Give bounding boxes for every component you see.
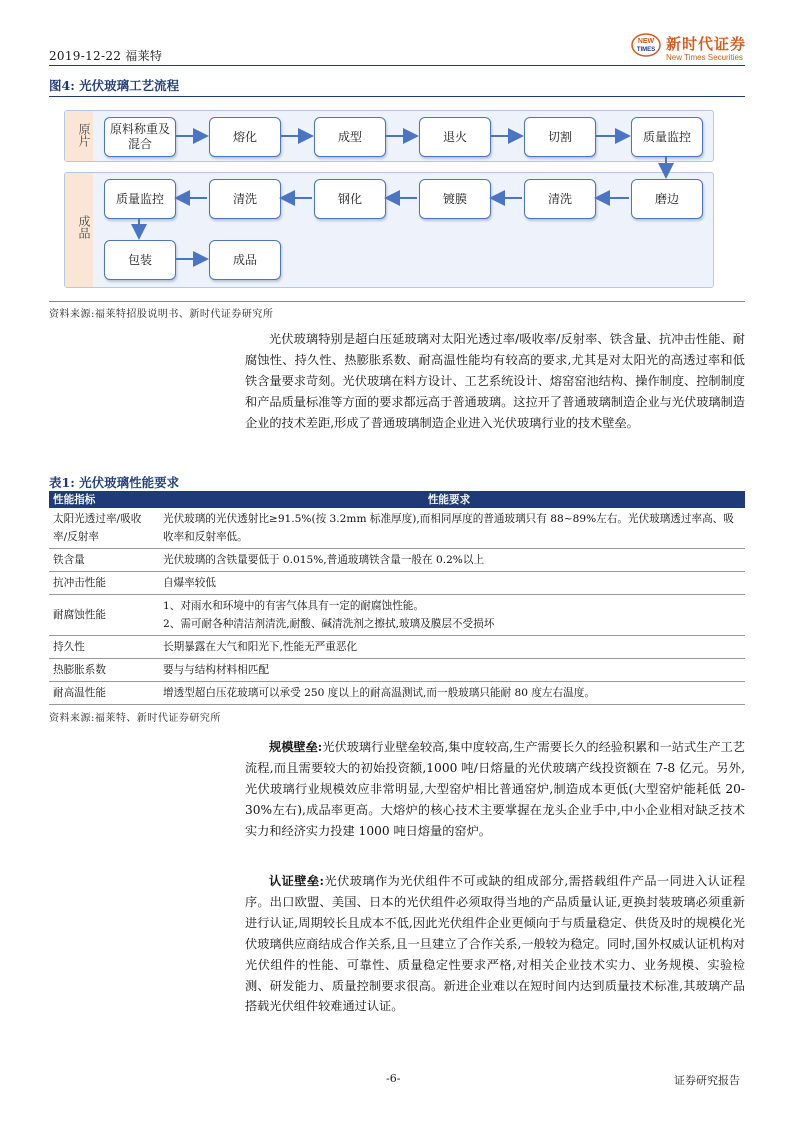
table-title: 表1: 光伏玻璃性能要求 — [49, 475, 180, 490]
process-step: 清洗 — [209, 179, 281, 219]
table-cell-req: 增透型超白压花玻璃可以承受 250 度以上的耐高温测试,而一般玻璃只能耐 80 度左右温度。 — [153, 682, 745, 705]
figure-title: 图4: 光伏玻璃工艺流程 — [49, 78, 180, 93]
brand-name-en: New Times Securities — [666, 53, 743, 62]
table-row — [49, 636, 745, 659]
svg-text:TIMES: TIMES — [636, 47, 656, 53]
cert-barrier-text: 光伏玻璃作为光伏组件不可或缺的组成部分,需搭载组件产品一同进入认证程序。出口欧盟、美国、日本的光伏组件必须取得当地的产品质量认证,更换封装玻璃必须重新进行认证,周期较长且成本不低,因此光伏组件企业更倾向于与质量稳定、供货及时的规模化光伏玻璃供应商结成合作关系,且一旦建立了合作关系,一般较为稳定。同时,国外权威认证机构对光伏组件的性能、可靠性、质量稳定性要求严格,对相关企业技术实力、业务规模、实验检测、研发能力、质量控制要求很高。新进企业难以在短时间内达到质量技术标准,其玻璃产品搭载光伏组件较难通过认证。 — [245, 874, 746, 1014]
footer-report-label: 证券研究报告 — [674, 1074, 740, 1087]
table-header-row — [49, 491, 745, 508]
flow-arrows — [0, 0, 793, 300]
table-cell-name: 热膨胀系数 — [49, 659, 153, 682]
performance-table — [49, 491, 745, 705]
table-cell-name: 抗冲击性能 — [49, 572, 153, 595]
table-cell-name: 耐高温性能 — [49, 682, 153, 705]
table-cell-line: 2、需可耐各种清洁剂清洗,耐酸、碱清洗剂之擦拭,玻璃及膜层不受损坏 — [163, 618, 495, 630]
process-step: 钢化 — [314, 179, 386, 219]
table-row — [49, 549, 745, 572]
scale-barrier-paragraph — [245, 737, 745, 842]
table-row — [49, 572, 745, 595]
table-header-cell: 性能指标 — [49, 491, 153, 508]
process-step: 切割 — [524, 117, 596, 157]
process-step: 质量监控 — [631, 117, 703, 157]
table-header-cell: 性能要求 — [153, 491, 745, 508]
table-row — [49, 659, 745, 682]
process-step: 磨边 — [631, 179, 703, 219]
table-cell-name: 铁含量 — [49, 549, 153, 572]
table-cell-req — [153, 595, 745, 636]
figure-source: 资料来源:福莱特招股说明书、新时代证券研究所 — [49, 309, 274, 320]
process-step: 退火 — [419, 117, 491, 157]
band-label-raw: 原片 — [77, 123, 91, 147]
cert-barrier-lead: 认证壁垒: — [269, 874, 325, 888]
process-step: 质量监控 — [104, 179, 176, 219]
table-row — [49, 595, 745, 636]
table-cell-name: 耐腐蚀性能 — [49, 595, 153, 636]
process-step: 原料称重及混合 — [104, 117, 176, 157]
page-number: -6- — [386, 1072, 401, 1085]
cert-barrier-paragraph — [245, 871, 745, 1017]
table-row — [49, 682, 745, 705]
table-cell-name: 持久性 — [49, 636, 153, 659]
process-step: 成品 — [209, 240, 281, 280]
table-cell-req: 光伏玻璃的含铁量要低于 0.015%,普通玻璃铁含量一般在 0.2%以上 — [153, 549, 745, 572]
table-cell-req: 要与与结构材料相匹配 — [153, 659, 745, 682]
table-cell-line: 1、对雨水和环境中的有害气体具有一定的耐腐蚀性能。 — [163, 600, 424, 612]
table-cell-req: 自爆率较低 — [153, 572, 745, 595]
table-cell-name: 太阳光透过率/吸收率/反射率 — [49, 508, 153, 549]
table-cell-req: 光伏玻璃的光伏透射比≥91.5%(按 3.2mm 标准厚度),而相同厚度的普通玻璃只有 88~89%左右。光伏玻璃透过率高、吸收率和反射率低。 — [153, 508, 745, 549]
header-date-company: 2019-12-22 福莱特 — [49, 49, 163, 63]
process-step: 成型 — [314, 117, 386, 157]
table-cell-req: 长期暴露在大气和阳光下,性能无严重恶化 — [153, 636, 745, 659]
scale-barrier-lead: 规模壁垒: — [269, 740, 323, 754]
paragraph-text: 光伏玻璃特别是超白压延玻璃对太阳光透过率/吸收率/反射率、铁含量、抗冲击性能、耐腐蚀性、持久性、热膨胀系数、耐高温性能均有较高的要求,尤其是对太阳光的高透过率和低铁含量要求苛刻。光伏玻璃在料方设计、工艺系统设计、熔窑窑池结构、操作制度、控制制度和产品质量标准等方面的要求都远高于普通玻璃。这拉开了普通玻璃制造企业与光伏玻璃制造企业的技术差距,形成了普通玻璃制造企业进入光伏玻璃行业的技术壁垒。 — [245, 332, 745, 430]
table-row — [49, 508, 745, 549]
process-step: 熔化 — [209, 117, 281, 157]
process-step: 包装 — [104, 240, 176, 280]
body-paragraph — [245, 329, 745, 434]
scale-barrier-text: 光伏玻璃行业壁垒较高,集中度较高,生产需要长久的经验积累和一站式生产工艺流程,而且需要较大的初始投资额,1000 吨/日熔量的光伏玻璃产线投资额在 7-8 亿元。另外,光伏玻璃行业规模效应非常明显,大型窑炉相比普通窑炉,制造成本更低(大型窑炉能耗低 20-30%左右),成品率更高。大熔炉的核心技术主要掌握在龙头企业手中,中小企业相对缺乏技术实力和经济实力投建 1000 吨日熔量的窑炉。 — [245, 740, 745, 838]
brand-name-cn: 新时代证券 — [666, 35, 747, 53]
table-source: 资料来源:福莱特、新时代证券研究所 — [49, 713, 221, 724]
process-step: 清洗 — [524, 179, 596, 219]
svg-text:NEW: NEW — [637, 38, 655, 45]
process-step: 镀膜 — [419, 179, 491, 219]
band-label-finished: 成品 — [77, 215, 91, 239]
figure-bottom-rule — [49, 301, 745, 302]
